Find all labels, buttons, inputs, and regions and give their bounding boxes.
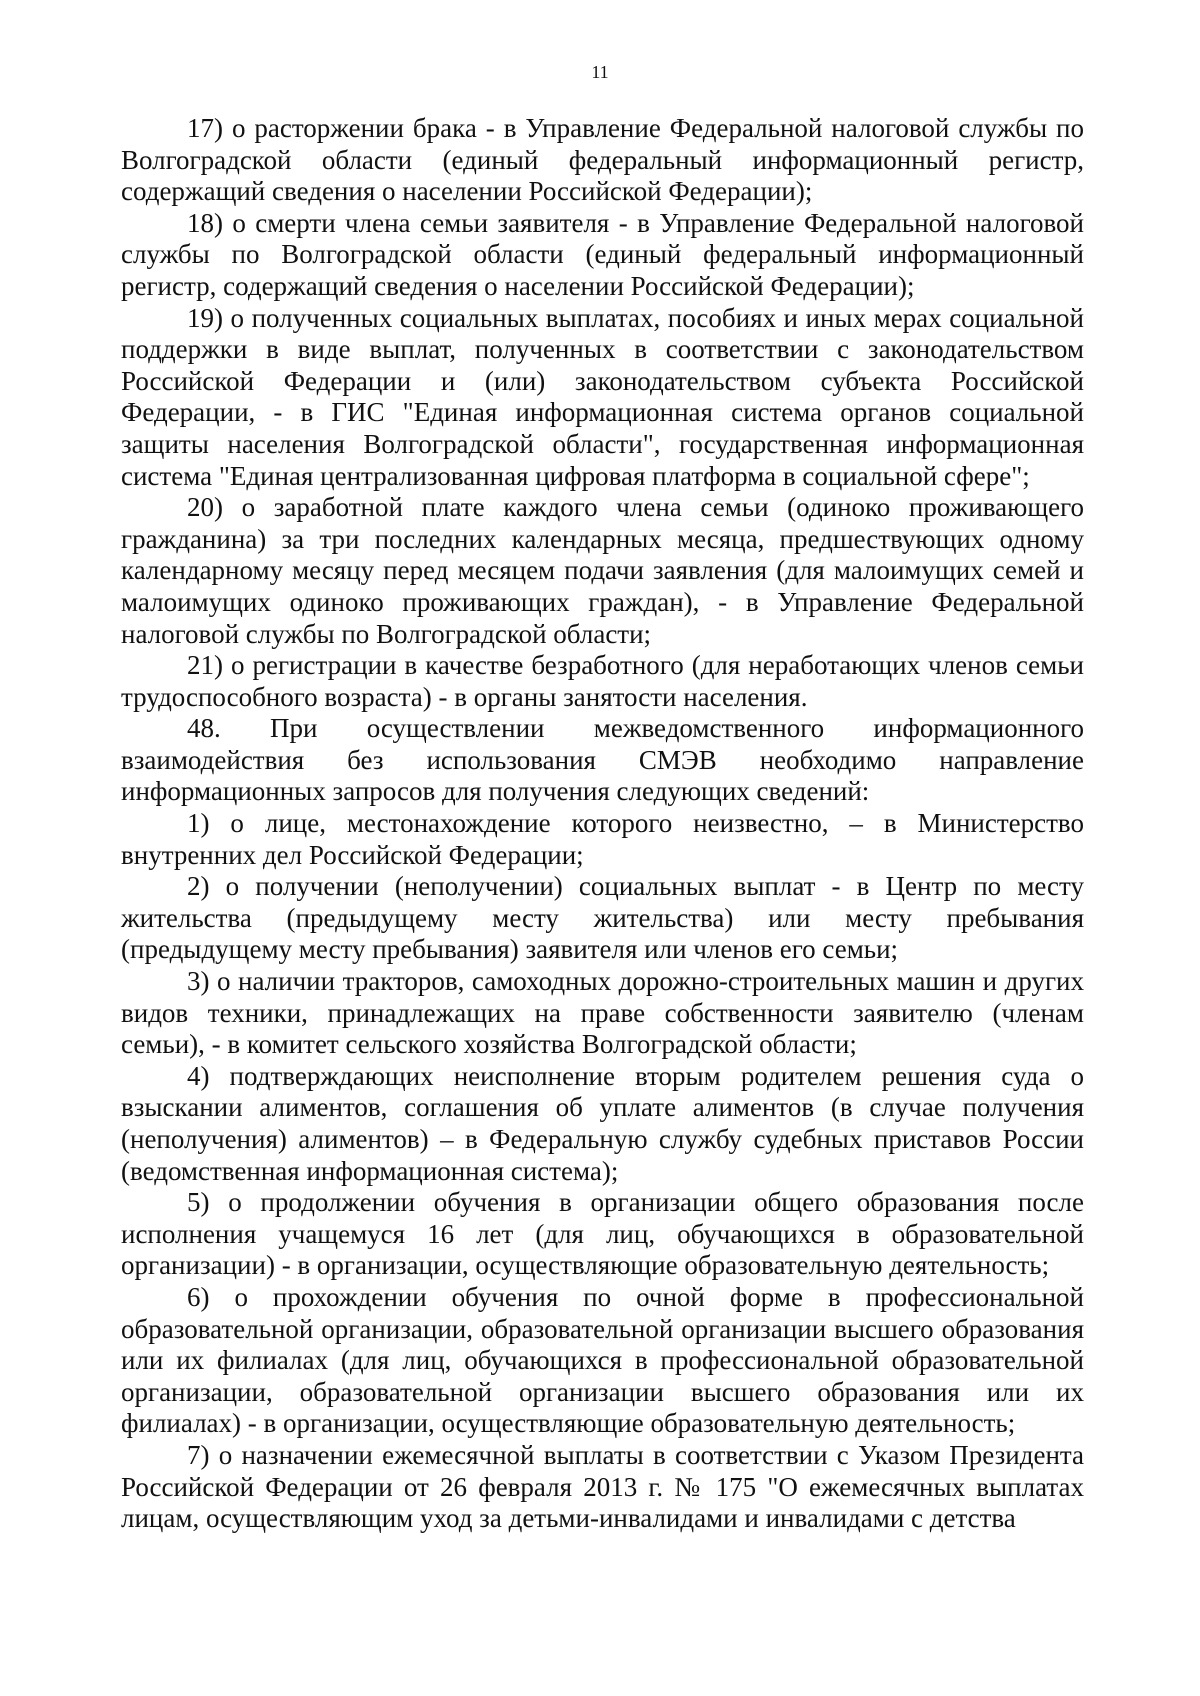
paragraph-17: 17) о расторжении брака - в Управление Федеральной налоговой службы по Волгоградской области (единый федеральный информационный регистр, содержащий сведения о населении Российской Федерации); [121, 113, 1084, 207]
page-number: 11 [591, 62, 609, 82]
paragraph-48-item-4: 4) подтверждающих неисполнение вторым родителем решения суда о взыскании алиментов, соглашения об уплате алиментов (в случае получения (неполучения) алиментов) – в Федеральную службу судебных приставов России (ведомственная информационная система); [121, 1060, 1084, 1186]
paragraph-21: 21) о регистрации в качестве безработного (для неработающих членов семьи трудоспособного возраста) - в органы занятости населения. [121, 650, 1084, 712]
paragraph-48-item-7: 7) о назначении ежемесячной выплаты в соответствии с Указом Президента Российской Федерации от 26 февраля 2013 г. № 175 "О ежемесячных выплатах лицам, осуществляющим уход за детьми-инвалидами и инвалидами с детства [121, 1439, 1084, 1534]
paragraph-18: 18) о смерти члена семьи заявителя - в Управление Федеральной налоговой службы по Волгоградской области (единый федеральный информационный регистр, содержащий сведения о населении Российской Федерации); [121, 207, 1084, 301]
paragraph-48-item-6: 6) о прохождении обучения по очной форме в профессиональной образовательной организации, образовательной организации высшего образования или их филиалах (для лиц, обучающихся в профессиональной образовательной организации, образовательной организации высшего образования или их филиалах) - в организации, осуществляющие образовательную деятельность; [121, 1281, 1084, 1439]
paragraph-48-item-1: 1) о лице, местонахождение которого неизвестно, – в Министерство внутренних дел Российской Федерации; [121, 808, 1084, 870]
paragraph-48: 48. При осуществлении межведомственного информационного взаимодействия без использования СМЭВ необходимо направление информационных запросов для получения следующих сведений: [121, 713, 1084, 807]
paragraph-19: 19) о полученных социальных выплатах, пособиях и иных мерах социальной поддержки в виде выплат, полученных в соответствии с законодательством Российской Федерации и (или) законодательством субъекта Российской Федерации, - в ГИС "Единая информационная система органов социальной защиты населения Волгоградской области", государственная информационная система "Единая централизованная цифровая платформа в социальной сфере"; [121, 302, 1084, 491]
paragraph-48-item-3: 3) о наличии тракторов, самоходных дорожно-строительных машин и других видов техники, принадлежащих на праве собственности заявителю (членам семьи), - в комитет сельского хозяйства Волгоградской области; [121, 966, 1084, 1060]
paragraph-48-item-2: 2) о получении (неполучении) социальных выплат - в Центр по месту жительства (предыдущему месту жительства) или месту пребывания (предыдущему месту пребывания) заявителя или членов его семьи; [121, 871, 1084, 965]
paragraph-20: 20) о заработной плате каждого члена семьи (одиноко проживающего гражданина) за три последних календарных месяца, предшествующих одному календарному месяцу перед месяцем подачи заявления (для малоимущих семей и малоимущих одиноко проживающих граждан), - в Управление Федеральной налоговой службы по Волгоградской области; [121, 492, 1084, 649]
paragraph-48-item-5: 5) о продолжении обучения в организации общего образования после исполнения учащемуся 16 лет (для лиц, обучающихся в образовательной организации) - в организации, осуществляющие образовательную деятельность; [121, 1187, 1084, 1281]
document-body [121, 113, 1084, 1535]
